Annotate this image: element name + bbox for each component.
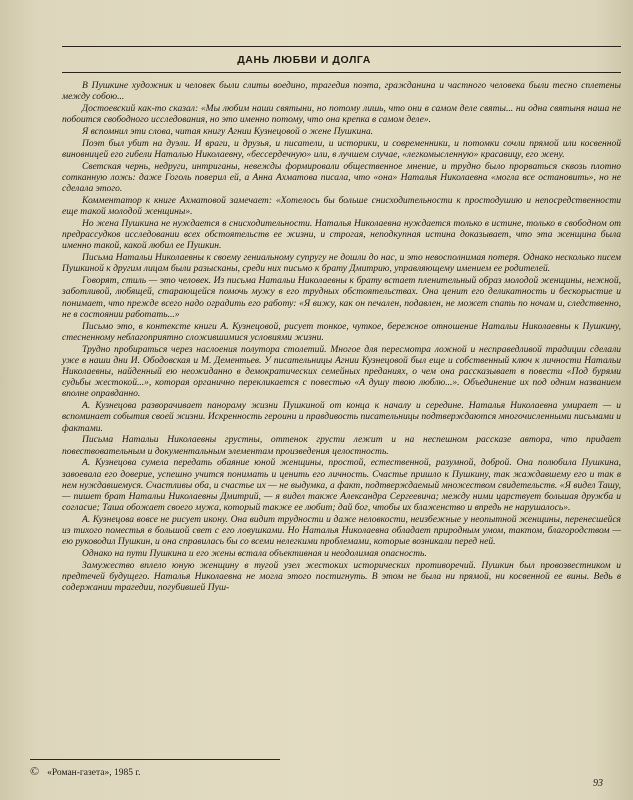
paragraph: Письма Натальи Николаевны грустны, оттенок грусти лежит и на неспешном рассказе автора, что придает повествовательным и документальным элементам произведения целостность.: [62, 434, 621, 457]
paragraph: Но жена Пушкина не нуждается в снисходительности. Наталья Николаевна нуждается только в истине, только в свободном от предрассудков исследовании всех обстоятельств ее жизни, и строгая, неподкупная истина доказывает, что эта женщина была именно такой, какой любил ее Пушкин.: [62, 218, 621, 252]
article-title: ДАНЬ ЛЮБВИ И ДОЛГА: [237, 54, 371, 66]
paragraph: Поэт был убит на дуэли. И враги, и друзья, и писатели, и историки, и современники, и потомки сочли прямой или косвенной виновницей его гибели Наталью Николаевну, «бессердечную» или, в лучшем случае, «легкомысленную» красавицу, его жену.: [62, 137, 621, 160]
paragraph: А. Кузнецова разворачивает панораму жизни Пушкиной от конца к началу и середине. Наталья Николаевна умирает — и вспоминает события своей жизни. Искренность героини и правдивость писательницы подтверждаются многочисленными письмами и фактами.: [62, 400, 621, 434]
paragraph: В Пушкине художник и человек были слиты воедино, трагедия поэта, гражданина и частного человека были тесно сплетены между собою...: [62, 80, 621, 103]
paragraph: Замужество вплело юную женщину в тугой узел жестоких исторических противоречий. Пушкин был провозвестником и предтечей будущего. Наталья Николаевна не могла этого постигнуть. В этом не была ни прямой, ни косвенной ее вины. Ведь в содержании трагедии, погубившей Пуш-: [62, 560, 621, 594]
paragraph: Трудно пробираться через наслоения полутора столетий. Многое для пересмотра ложной и несправедливой традиции сделали уже в наши дни И. Ободовская и М. Дементьев. У писательницы Агнии Кузнецовой был еще и собственный ключ к личности Натальи Николаевны, найденный ею неожиданно в демократических семейных преданиях, о чем она рассказывает в повести «Под бурями судьбы жестокой...», которая органично перекликается с повестью «А душу твою люблю...». Объединение их под одним названием вполне оправданно.: [62, 343, 621, 400]
top-rule: [62, 46, 621, 47]
copyright-symbol: ©: [30, 764, 40, 778]
copyright-text: «Роман-газета», 1985 г.: [47, 768, 141, 778]
footnote-rule: [30, 759, 280, 760]
paragraph: Письмо это, в контексте книги А. Кузнецовой, рисует тонкое, чуткое, бережное отношение Натальи Николаевны к Пушкину, стесненному неблагоприятно сложившимися условиями жизни.: [62, 320, 621, 343]
paragraph: А. Кузнецова вовсе не рисует икону. Она видит трудности и даже неловкости, неизбежные у неопытной женщины, перенесшейся из тихого поместья в большой свет с его ловушками. Но Наталья Николаевна обладает природным умом, тактом, благородством — ею руководил Пушкин, и она справилась бы со всеми нелегкими проблемами, которые возникали перед ней.: [62, 514, 621, 548]
copyright-footnote: [30, 764, 141, 779]
paragraph: Светская чернь, недруги, интриганы, невежды формировали общественное мнение, и трудно было прорваться сквозь плотно сотканную ложь: даже Гоголь поверил ей, а Анна Ахматова писала, что «она» Наталья Николаевна «могла все остановить», но не сделала этого.: [62, 160, 621, 195]
article-body: [62, 80, 621, 594]
page-number: 93: [593, 778, 603, 789]
paragraph: Комментатор к книге Ахматовой замечает: «Хотелось бы больше снисходительности к простодушию и непосредственности еще такой молодой женщины».: [62, 195, 621, 218]
paragraph: Достоевский как-то сказал: «Мы любим наши святыни, но потому лишь, что они в самом деле святы... ни одна святыня наша не побоится свободного исследования, но это именно потому, что она крепка в самом деле».: [62, 103, 621, 126]
paragraph: Однако на пути Пушкина и его жены встала объективная и неодолимая опасность.: [82, 548, 427, 560]
paragraph: Письма Натальи Николаевны к своему гениальному супругу не дошли до нас, и это невосполнимая потеря. Однако несколько писем Пушкиной к другим лицам были разысканы, среди них письмо к брату Дмитрию, управляющему имением ее родителей.: [62, 252, 621, 275]
paragraph: Я вспомнил эти слова, читая книгу Агнии Кузнецовой о жене Пушкина.: [82, 126, 374, 137]
paragraph: Говорят, стиль — это человек. Из письма Натальи Николаевны к брату встает пленительный образ молодой женщины, нежной, заботливой, любящей, старающейся помочь мужу в его трудных обстоятельствах. Она ценит его деликатность и бескорыстие и понимает, что прежде всего надо оградить его работу: «Я вижу, как он печален, подавлен, не может спать по ночам и, следственно, не в состоянии работать...»: [62, 275, 621, 320]
paragraph: А. Кузнецова сумела передать обаяние юной женщины, простой, естественной, разумной, доброй. Она полюбила Пушкина, завоевала его доверие, успешно учится понимать и ценить его личность. Счастье пришло к Пушкину, так жаждавшему его и так в нем нуждавшемуся. Счастливы оба, и счастье их — не выдумка, а факт, подтверждаемый множеством свидетельств. «Я видел Ташу, — пишет брат Натальи Николаевны Дмитрий, — я видел также Александра Сергеевича; между ними царствует большая дружба и согласие; Таша обожает своего мужа, который также ее любит; дай бог, чтобы их блаженство и впредь не нарушалось».: [62, 457, 621, 514]
title-rule: [62, 72, 621, 73]
